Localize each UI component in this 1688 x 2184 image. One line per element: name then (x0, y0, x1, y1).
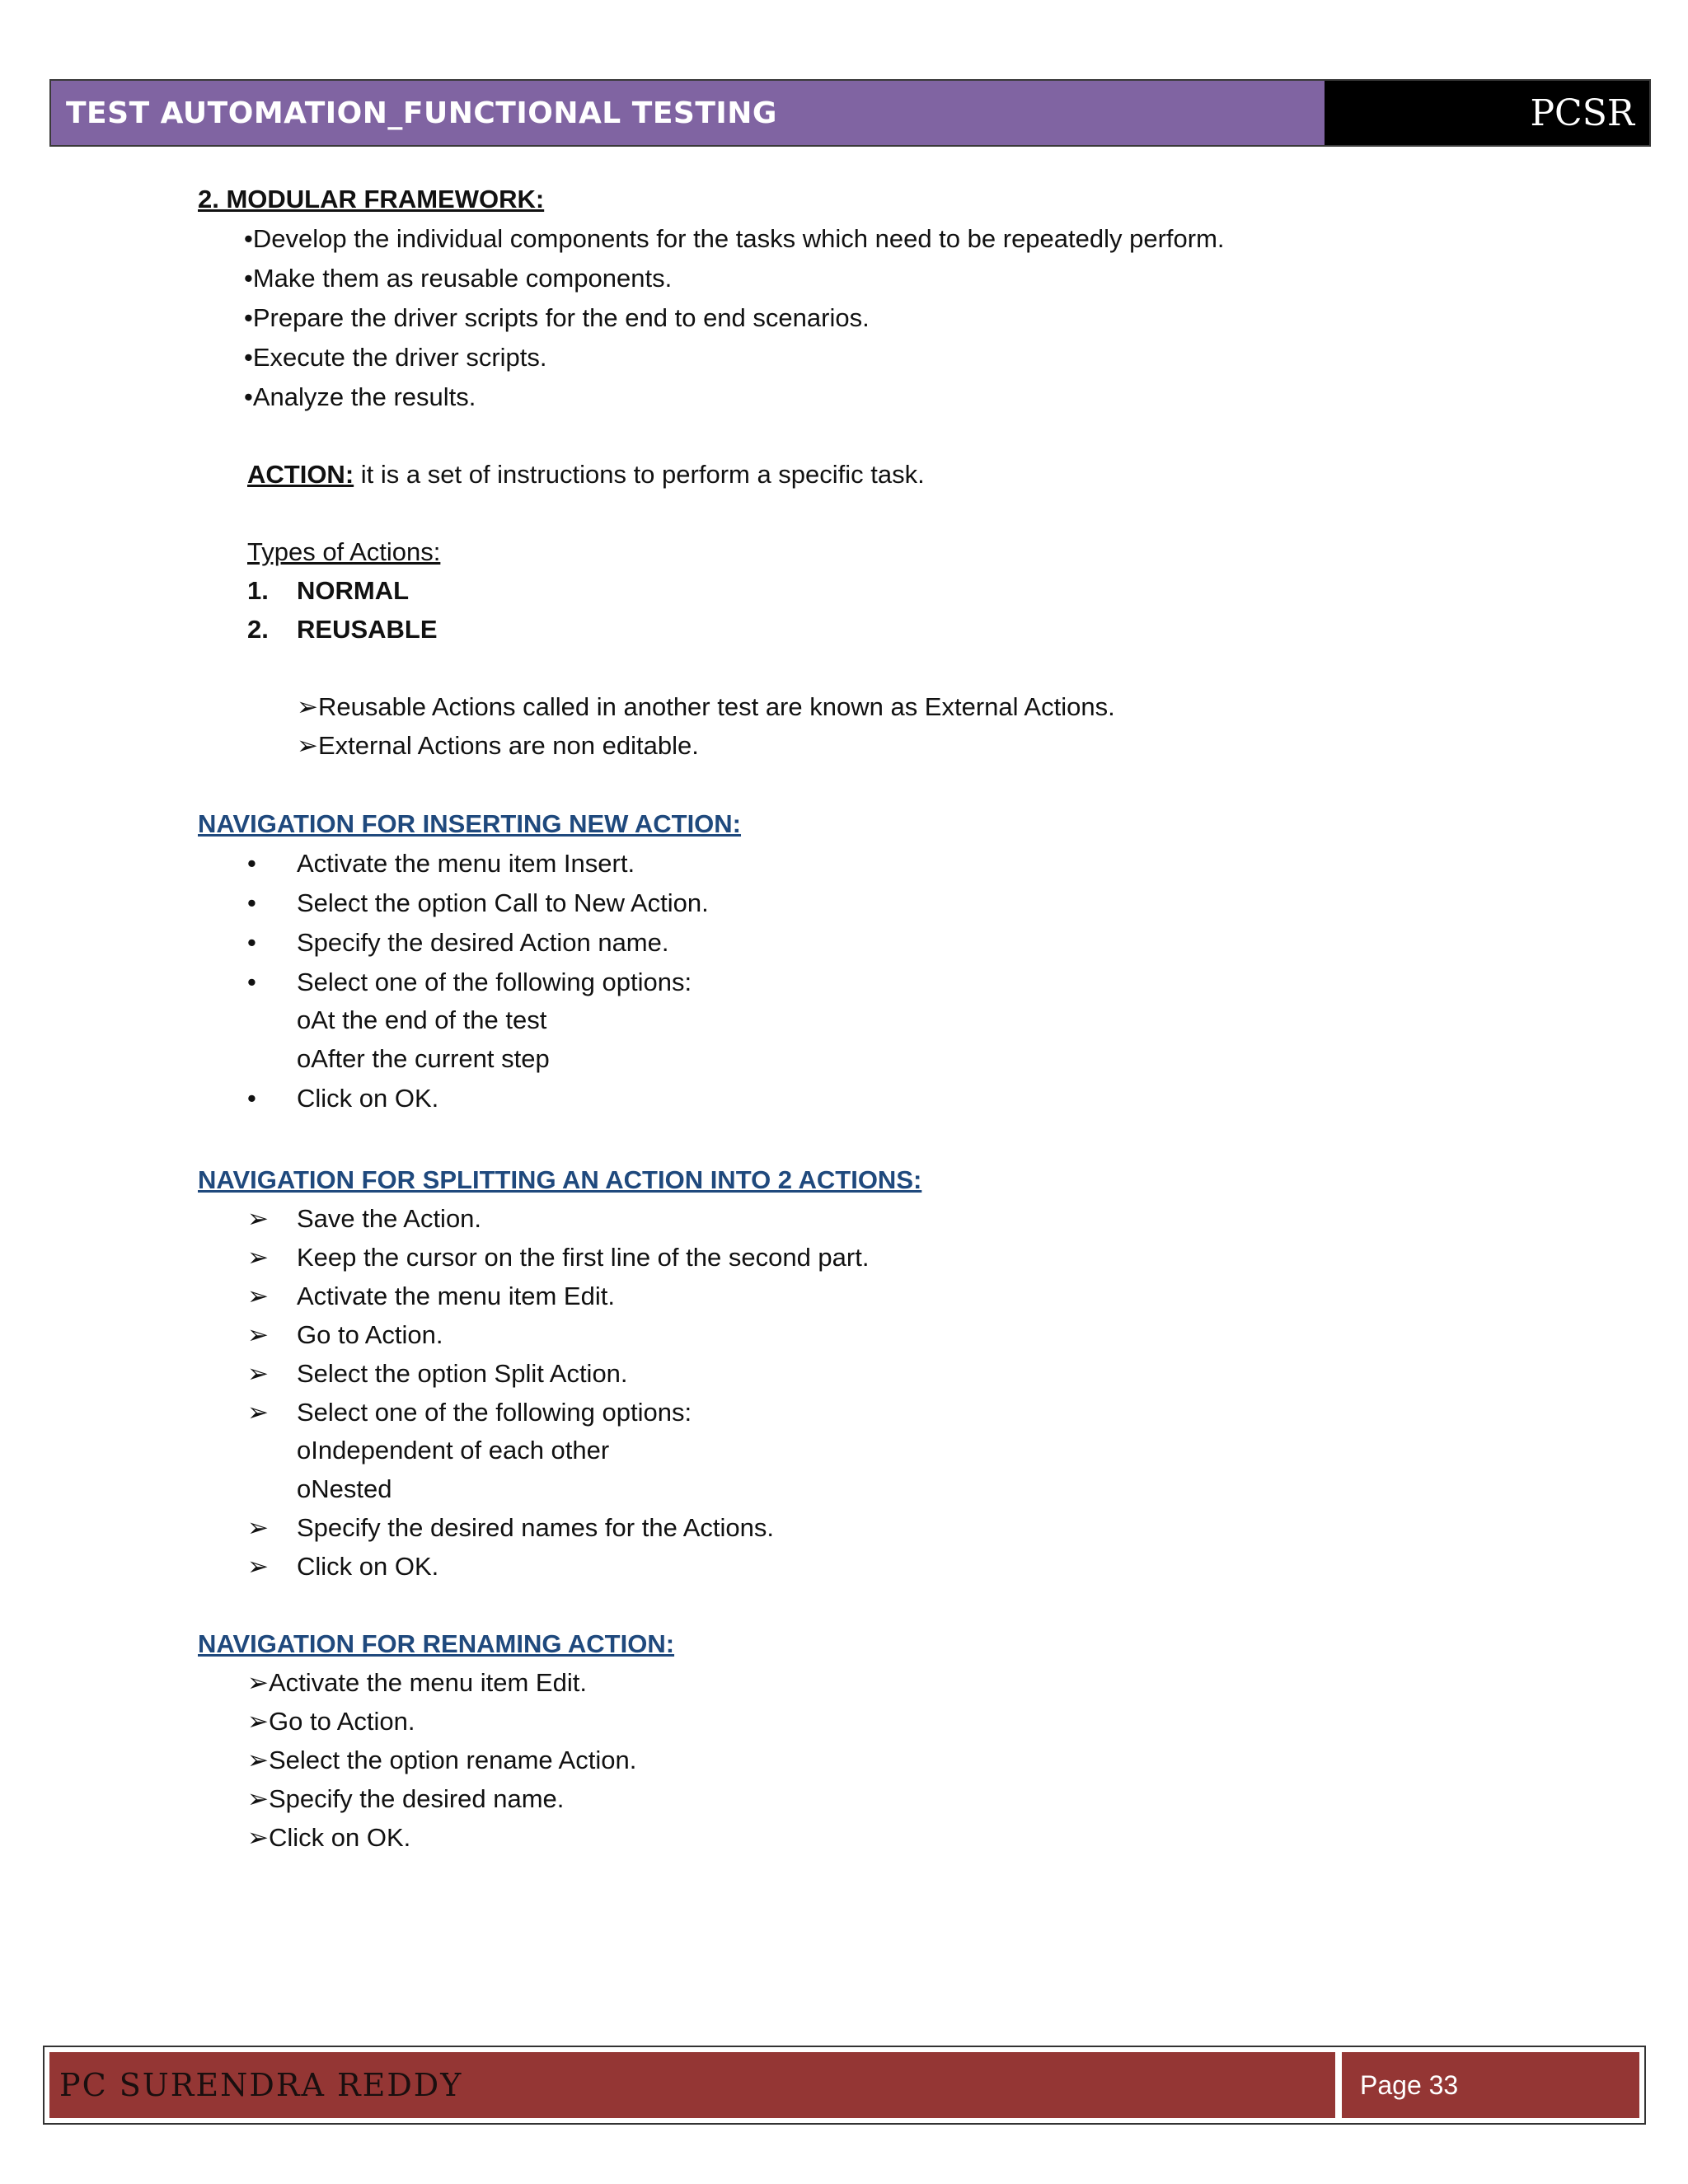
list-item: ➢ Save the Action. (247, 1202, 269, 1235)
page-footer (43, 2046, 1646, 2125)
list-item: •Execute the driver scripts. (244, 341, 547, 374)
arrow-bullet-icon: ➢ (297, 731, 318, 760)
arrow-bullet-icon: ➢ (247, 1243, 269, 1272)
arrow-bullet-icon: ➢ (247, 1707, 269, 1736)
note-item: ➢External Actions are non editable. (297, 729, 699, 762)
arrow-bullet-icon: ➢ (247, 1552, 269, 1581)
types-heading: Types of Actions: (247, 537, 441, 566)
type-item-reusable: 2. REUSABLE (247, 615, 438, 644)
list-item: ➢ Go to Action. (247, 1319, 269, 1352)
list-item: ➢ Activate the menu item Edit. (247, 1280, 269, 1313)
section-heading-rename: NAVIGATION FOR RENAMING ACTION: (198, 1629, 675, 1658)
arrow-bullet-icon: ➢ (247, 1513, 269, 1542)
circle-bullet-icon: o (297, 1005, 312, 1034)
list-item: ➢Click on OK. (247, 1821, 410, 1854)
action-definition: ACTION: it is a set of instructions to perform a specific task. (247, 460, 925, 489)
option-item: oAfter the current step (297, 1043, 550, 1076)
circle-bullet-icon: o (297, 1044, 312, 1073)
arrow-bullet-icon: ➢ (247, 1823, 269, 1852)
list-item: ➢ Specify the desired names for the Actions. (247, 1511, 269, 1544)
arrow-bullet-icon: ➢ (247, 1784, 269, 1813)
bullet-icon: • (247, 888, 256, 917)
footer-author: PC SURENDRA REDDY (49, 2052, 1335, 2118)
bullet-icon: • (244, 224, 253, 253)
arrow-bullet-icon: ➢ (247, 1359, 269, 1388)
list-item: ➢ Select the option Split Action. (247, 1357, 269, 1390)
option-item: oIndependent of each other (297, 1434, 609, 1467)
bullet-icon: • (247, 928, 256, 957)
type-item-normal: 1. NORMAL (247, 576, 410, 605)
list-item: ➢Activate the menu item Edit. (247, 1666, 587, 1699)
header-brand: PCSR (1325, 81, 1649, 145)
circle-bullet-icon: o (297, 1474, 312, 1503)
list-item: • Select one of the following options: (247, 966, 256, 999)
bullet-icon: • (244, 382, 253, 411)
bullet-icon: • (247, 1084, 256, 1113)
bullet-icon: • (247, 968, 256, 996)
list-item: ➢Select the option rename Action. (247, 1744, 636, 1777)
section-heading-split: NAVIGATION FOR SPLITTING AN ACTION INTO 2 ACTIONS: (198, 1165, 922, 1194)
section-heading-modular: 2. MODULAR FRAMEWORK: (198, 185, 545, 213)
arrow-bullet-icon: ➢ (297, 692, 318, 721)
arrow-bullet-icon: ➢ (247, 1204, 269, 1233)
section-heading-insert: NAVIGATION FOR INSERTING NEW ACTION: (198, 809, 742, 838)
list-item: • Click on OK. (247, 1082, 256, 1115)
arrow-bullet-icon: ➢ (247, 1320, 269, 1349)
list-item: •Develop the individual components for the tasks which need to be repeatedly perform. (244, 223, 1225, 255)
note-item: ➢Reusable Actions called in another test are known as External Actions. (297, 691, 1115, 724)
list-item: ➢ Select one of the following options: (247, 1396, 269, 1429)
list-item: ➢Go to Action. (247, 1705, 415, 1738)
arrow-bullet-icon: ➢ (247, 1282, 269, 1310)
bullet-icon: • (244, 264, 253, 293)
circle-bullet-icon: o (297, 1436, 312, 1465)
arrow-bullet-icon: ➢ (247, 1668, 269, 1697)
list-item: •Prepare the driver scripts for the end to end scenarios. (244, 302, 870, 335)
list-item: • Specify the desired Action name. (247, 926, 256, 959)
list-item: • Activate the menu item Insert. (247, 847, 256, 880)
option-item: oAt the end of the test (297, 1004, 546, 1037)
list-item: ➢ Click on OK. (247, 1550, 269, 1583)
header-title: TEST AUTOMATION_FUNCTIONAL TESTING (51, 81, 1325, 145)
option-item: oNested (297, 1473, 392, 1506)
list-item: ➢ Keep the cursor on the first line of the second part. (247, 1241, 269, 1274)
list-item: •Analyze the results. (244, 381, 476, 414)
arrow-bullet-icon: ➢ (247, 1398, 269, 1427)
bullet-icon: • (244, 343, 253, 372)
arrow-bullet-icon: ➢ (247, 1746, 269, 1774)
action-label: ACTION: (247, 460, 354, 489)
bullet-icon: • (244, 303, 253, 332)
page-number: Page 33 (1342, 2052, 1639, 2118)
page-header (49, 79, 1651, 147)
bullet-icon: • (247, 849, 256, 878)
list-item: •Make them as reusable components. (244, 262, 672, 295)
list-item: • Select the option Call to New Action. (247, 887, 256, 920)
list-item: ➢Specify the desired name. (247, 1783, 564, 1816)
